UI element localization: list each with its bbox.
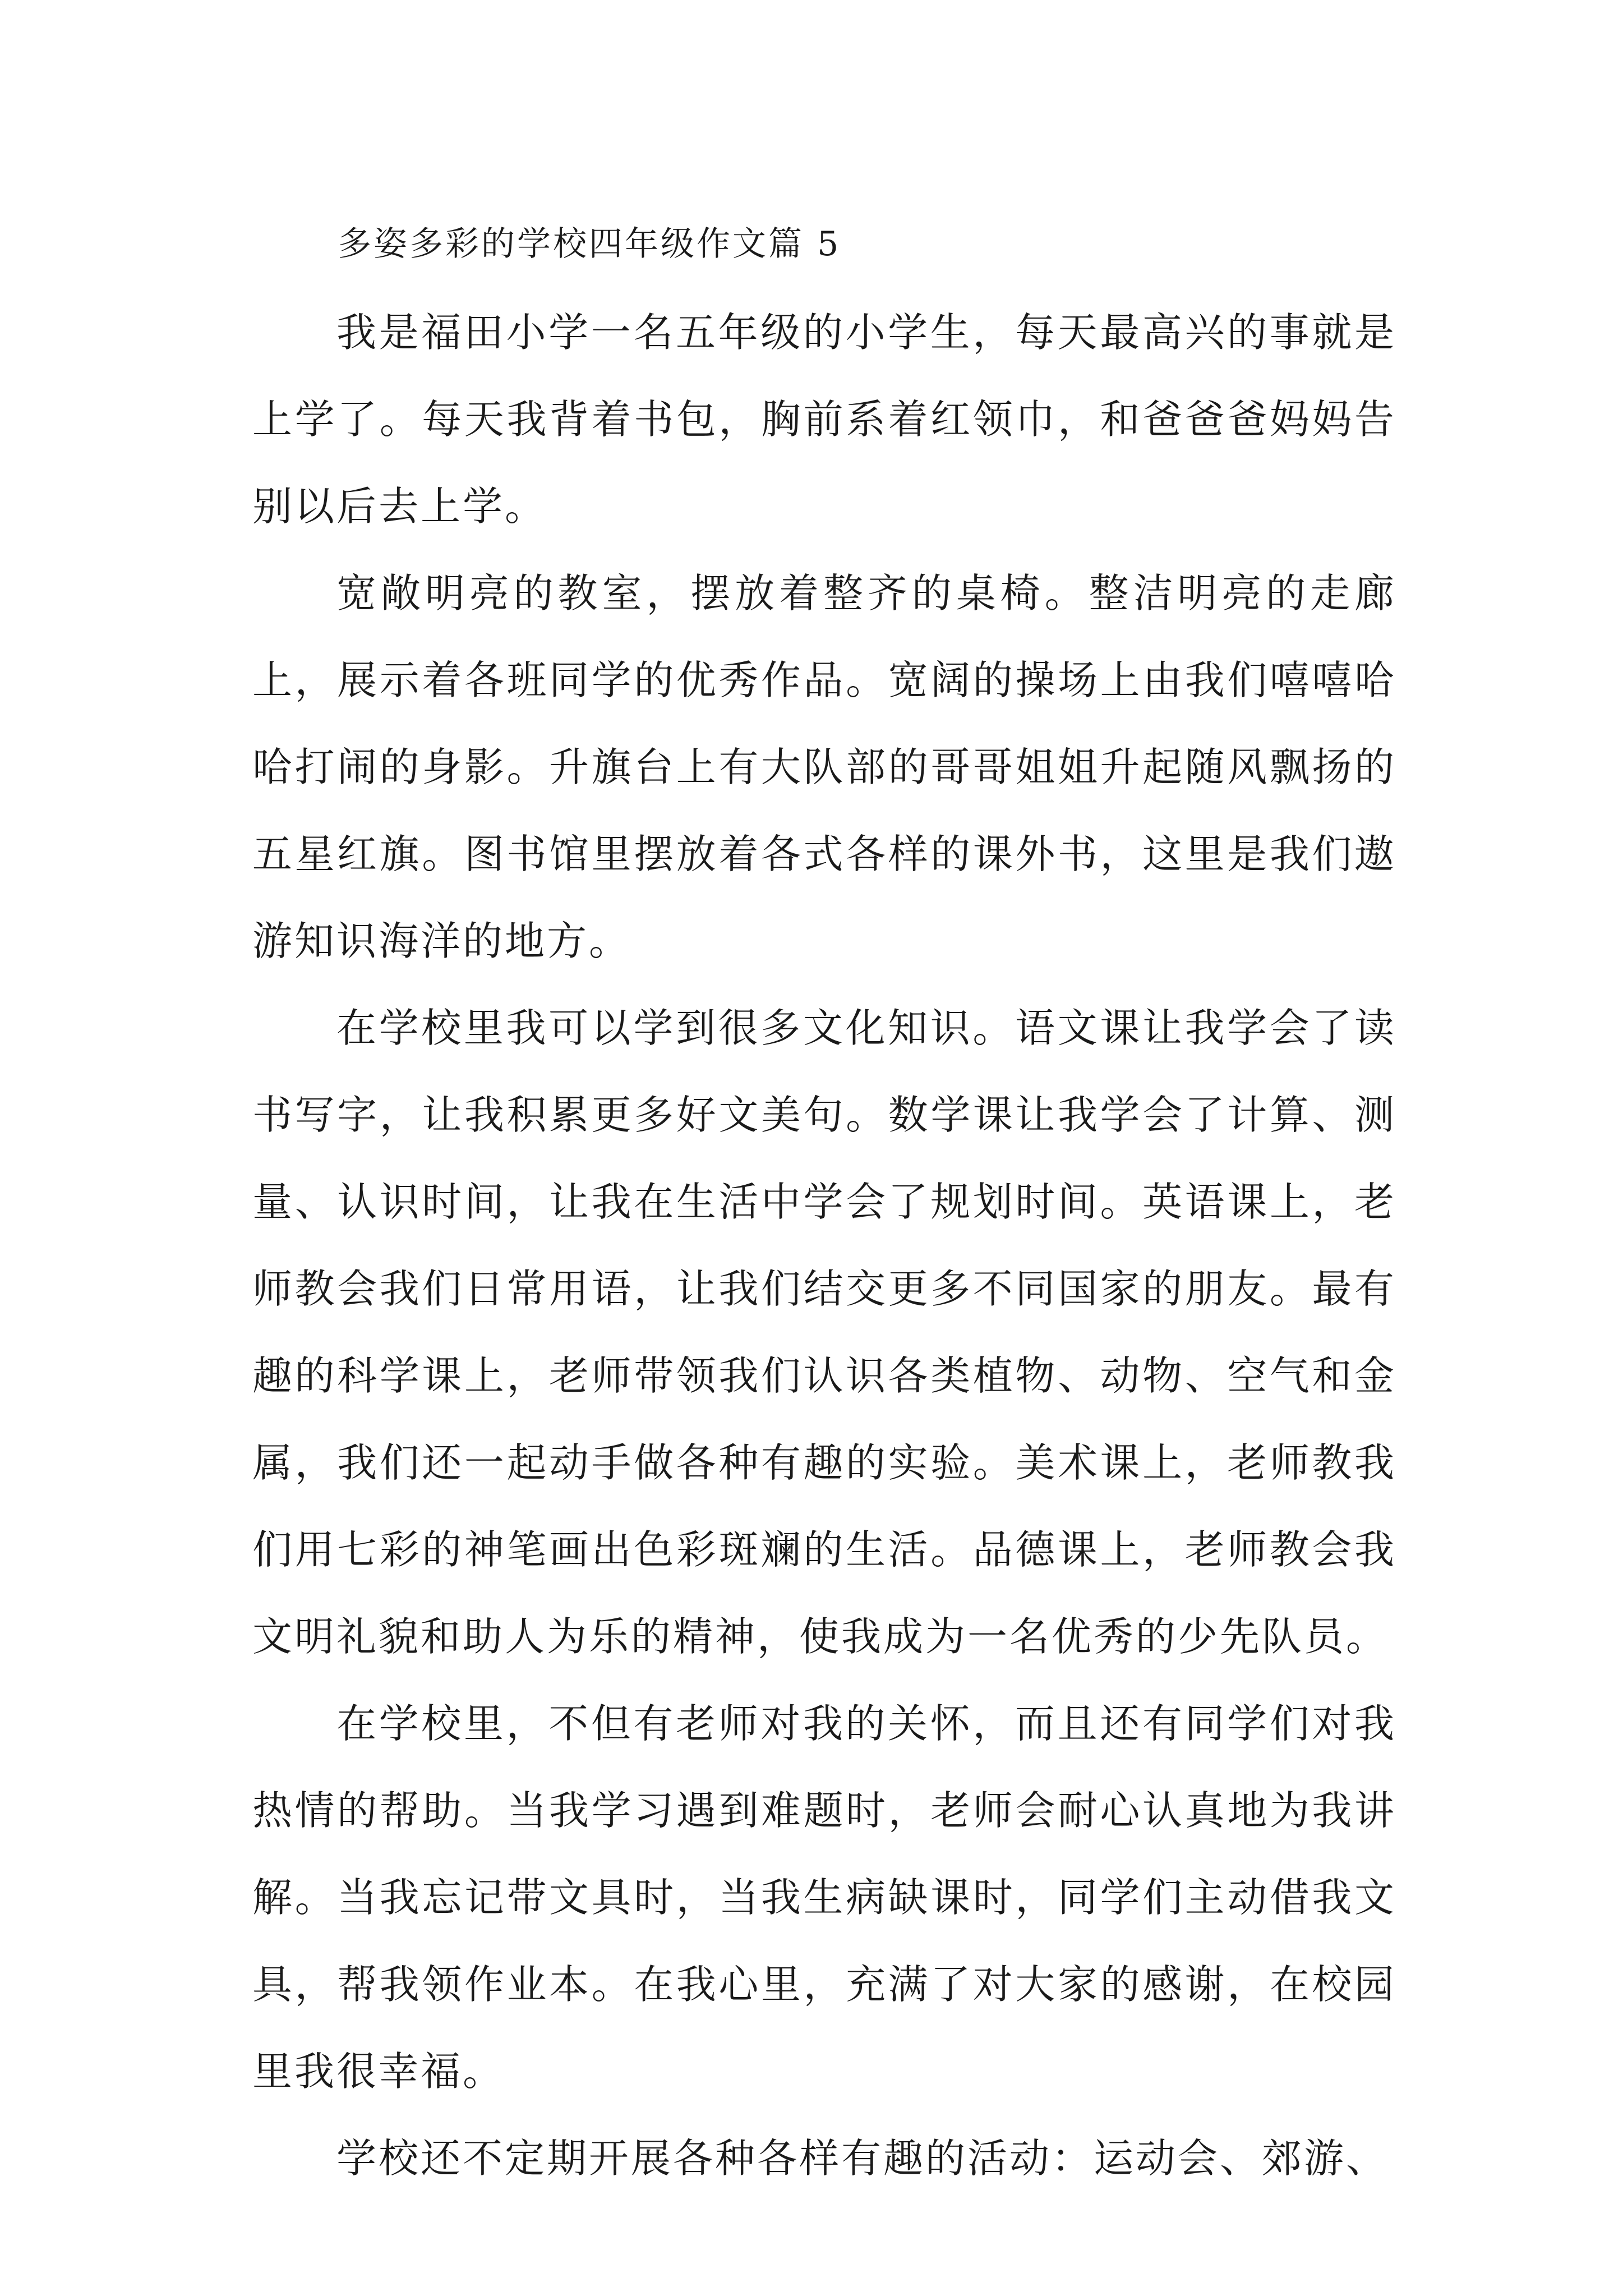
paragraph-5: 学校还不定期开展各种各样有趣的活动：运动会、郊游、 [336, 2135, 1389, 2182]
paragraph-1: 我是福田小学一名五年级的小学生，每天最高兴的事就是上学了。每天我背着书包，胸前系着红领巾，和爸爸爸妈妈告别以后去上学。 [252, 309, 1396, 530]
paragraph-2: 宽敞明亮的教室，摆放着整齐的桌椅。整洁明亮的走廊上，展示着各班同学的优秀作品。宽阔的操场上由我们嘻嘻哈哈打闹的身影。升旗台上有大队部的哥哥姐姐升起随风飘扬的五星红旗。图书馆里摆放着各式各样的课外书，这里是我们遨游知识海洋的地方。 [252, 570, 1396, 964]
essay-title: 多姿多彩的学校四年级作文篇 5 [338, 224, 841, 264]
document-body [252, 216, 1396, 2202]
paragraph-3: 在学校里我可以学到很多文化知识。语文课让我学会了读书写字，让我积累更多好文美句。数学课让我学会了计算、测量、认识时间，让我在生活中学会了规划时间。英语课上，老师教会我们日常用语，让我们结交更多不同国家的朋友。最有趣的科学课上，老师带领我们认识各类植物、动物、空气和金属，我们还一起动手做各种有趣的实验。美术课上，老师教我们用七彩的神笔画出色彩斑斓的生活。品德课上，老师教会我文明礼貌和助人为乐的精神，使我成为一名优秀的少先队员。 [252, 1005, 1396, 1660]
paragraph-4: 在学校里，不但有老师对我的关怀，而且还有同学们对我热情的帮助。当我学习遇到难题时，老师会耐心认真地为我讲解。当我忘记带文具时，当我生病缺课时，同学们主动借我文具，帮我领作业本。在我心里，充满了对大家的感谢，在校园里我很幸福。 [252, 1700, 1396, 2095]
